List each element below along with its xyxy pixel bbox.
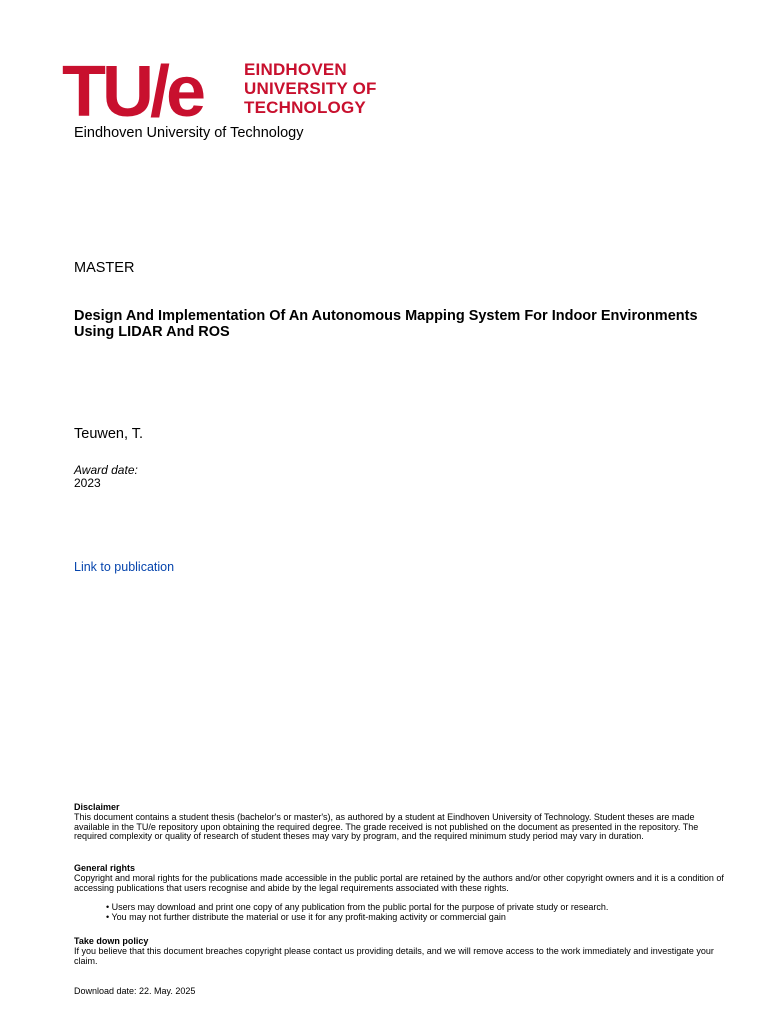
- logo-line: UNIVERSITY OF: [244, 79, 377, 98]
- take-down-section: [74, 937, 724, 966]
- general-rights-text: Copyright and moral rights for the publications made accessible in the public portal are retained by the authors and/or other copyright owners and it is a condition of accessing publications that users recognise and abide by the legal requirements associated with these rights.: [74, 872, 724, 893]
- author-name: Teuwen, T.: [74, 426, 144, 442]
- logo-line: EINDHOVEN: [244, 60, 347, 79]
- logo-line: TECHNOLOGY: [244, 98, 366, 117]
- rights-bullet: • Users may download and print one copy of any publication from the public portal for the purpose of private study or research.: [106, 902, 609, 912]
- award-date-value: 2023: [74, 476, 101, 490]
- tue-logo-mark: [62, 58, 232, 120]
- award-date-label: Award date:: [74, 463, 138, 477]
- thesis-title: Design And Implementation Of An Autonomous Mapping System For Indoor Environments Using LIDAR And ROS: [74, 308, 698, 340]
- disclaimer-heading: Disclaimer: [74, 802, 120, 812]
- take-down-text: If you believe that this document breaches copyright please contact us providing details, and we will remove access to the work immediately and investigate your claim.: [74, 945, 714, 966]
- document-type: MASTER: [74, 260, 135, 276]
- tue-logo-wordmark: [244, 60, 377, 117]
- download-date: Download date: 22. May. 2025: [74, 986, 196, 996]
- logo-mark-text: TU/e: [62, 58, 203, 120]
- general-rights-heading: General rights: [74, 863, 136, 873]
- publication-link[interactable]: Link to publication: [74, 560, 175, 574]
- general-rights-section: [74, 864, 724, 893]
- rights-bullet: • You may not further distribute the material or use it for any profit-making activity or commercial gain: [106, 911, 506, 922]
- rights-bullets: [106, 903, 608, 923]
- disclaimer-text: This document contains a student thesis (bachelor's or master's), as authored by a student at Eindhoven University of Technology. Student theses are made available in the TU/e repository upon obtaining the required degree. The grade received is not published on the document as presented in the repository. The required complexity or quality of research of student theses may vary by program, and the required minimum study period may vary in duration.: [74, 811, 699, 842]
- take-down-heading: Take down policy: [74, 936, 149, 946]
- disclaimer-section: [74, 803, 724, 842]
- institution-name: Eindhoven University of Technology: [74, 125, 304, 141]
